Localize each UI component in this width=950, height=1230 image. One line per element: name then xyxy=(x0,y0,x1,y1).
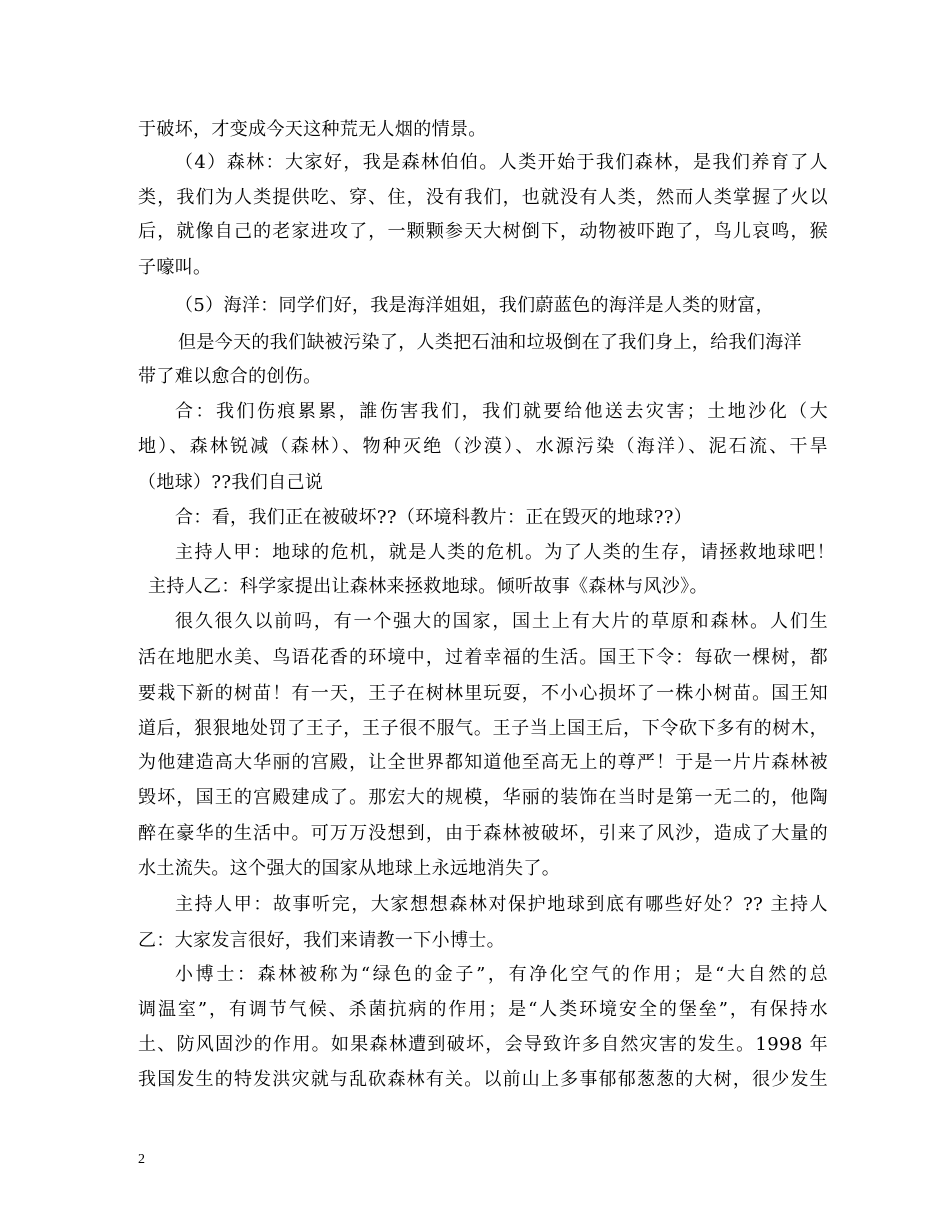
text-line-10: 地）、森林锐减（森林）、物种灭绝（沙漠）、水源污染（海洋）、泥石流、干旱 xyxy=(138,436,828,457)
text-line-22: 水土流失。这个强大的国家从地球上永远地消失了。 xyxy=(138,858,561,879)
text-line-18: 道后，狠狠地处罚了王子，王子很不服气。王子当上国王后，下令砍下多有的树木， xyxy=(138,718,828,739)
text-line-28: 我国发生的特发洪灾就与乱砍森林有关。以前山上多事郁郁葱葱的大树，很少发生 xyxy=(138,1069,828,1090)
text-line-9: 合：我们伤痕累累，誰伤害我们，我们就要给他送去灾害；土地沙化（大 xyxy=(175,401,828,422)
text-line-7: 但是今天的我们缺被污染了，人类把石油和垃圾倒在了我们身上，给我们海洋 xyxy=(178,332,802,353)
text-line-15: 很久很久以前吗，有一个强大的国家，国土上有大片的草原和森林。人们生 xyxy=(175,611,828,632)
text-line-2: （4）森林：大家好，我是森林伯伯。人类开始于我们森林，是我们养育了人 xyxy=(175,152,828,173)
text-line-13: 主持人甲：地球的危机，就是人类的危机。为了人类的生存，请拯救地球吧！ xyxy=(175,542,835,563)
text-line-20: 毁坏，国王的宫殿建成了。那宏大的规模，华丽的装饰在当时是第一无二的，他陶 xyxy=(138,787,828,808)
text-line-26: 调温室”，有调节气候、杀菌抗病的作用；是“人类环境安全的堡垒”，有保持水 xyxy=(138,999,828,1020)
page-number: 2 xyxy=(138,1152,145,1167)
text-line-14: 主持人乙：科学家提出让森林来拯救地球。倾听故事《森林与风沙》。 xyxy=(148,576,708,597)
text-line-21: 醉在豪华的生活中。可万万没想到，由于森林被破坏，引来了风沙，造成了大量的 xyxy=(138,823,828,844)
text-line-6: （5）海洋：同学们好，我是海洋姐姐，我们蔚蓝色的海洋是人类的财富， xyxy=(175,295,774,316)
text-line-11: （地球）??我们自己说 xyxy=(138,472,324,493)
text-line-27: 土、防风固沙的作用。如果森林遭到破坏，会导致许多自然灾害的发生。1998 年 xyxy=(138,1034,828,1055)
text-line-12: 合：看，我们正在被破坏??（环境科教片：正在毁灭的地球??） xyxy=(175,507,693,528)
text-line-3: 类，我们为人类提供吃、穿、住，没有我们，也就没有人类，然而人类掌握了火以 xyxy=(138,187,828,208)
text-line-17: 要栽下新的树苗！有一天，王子在树林里玩耍，不小心损坏了一株小树苗。国王知 xyxy=(138,683,828,704)
text-line-16: 活在地肥水美、鸟语花香的环境中，过着幸福的生活。国王下令：每砍一棵树，都 xyxy=(138,647,828,668)
text-line-25: 小博士：森林被称为“绿色的金子”，有净化空气的作用；是“大自然的总 xyxy=(175,964,828,985)
text-line-24: 乙：大家发言很好，我们来请教一下小博士。 xyxy=(138,930,505,951)
text-line-4: 后，就像自己的老家进攻了，一颗颗参天大树倒下，动物被吓跑了，鸟儿哀鸣，猴 xyxy=(138,221,828,242)
text-line-5: 子嚎叫。 xyxy=(138,257,212,278)
text-line-23: 主持人甲：故事听完，大家想想森林对保护地球到底有哪些好处？?? 主持人 xyxy=(175,894,828,915)
text-line-19: 为他建造高大华丽的宫殿，让全世界都知道他至高无上的尊严！于是一片片森林被 xyxy=(138,752,828,773)
text-line-1: 于破坏，才变成今天这种荒无人烟的情景。 xyxy=(138,119,487,140)
text-line-8: 带了难以愈合的创伤。 xyxy=(138,366,322,387)
